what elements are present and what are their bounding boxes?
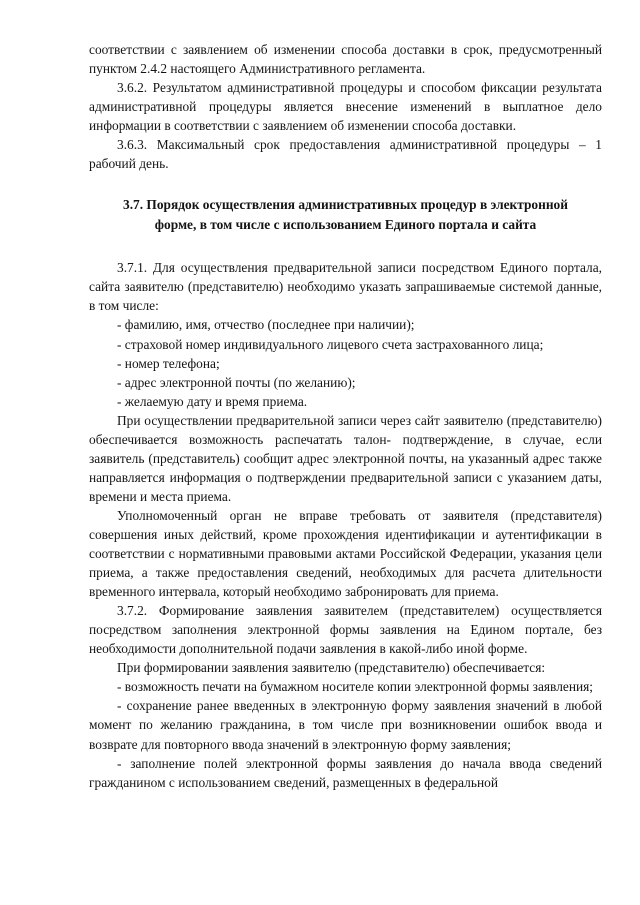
list-item: - номер телефона; xyxy=(117,355,220,371)
paragraph-3-7-2: 3.7.2. Формирование заявления заявителем (представителем) осуществляется посредством заполнения электронной формы заявления на Едином портале, без необходимости дополнительной подачи заявления в какой-либо иной форме. xyxy=(89,603,602,657)
paragraph-save-values: - сохранение ранее введенных в электронную форму заявления значений в любой момент по желанию гражданина, в том числе при возникновении ошибок ввода и возврате для повторного ввода значений в электронную форму заявления; xyxy=(89,698,602,752)
paragraph-forming: При формировании заявления заявителю (представителю) обеспечивается: xyxy=(117,660,546,676)
paragraph-fill-fields: - заполнение полей электронной формы заявления до начала ввода сведений гражданином с использованием сведений, размещенных в федеральной xyxy=(89,755,602,790)
section-heading-line-1: 3.7. Порядок осуществления административных процедур в электронной xyxy=(123,197,568,213)
document-body xyxy=(89,40,602,792)
paragraph-3-7-1: 3.7.1. Для осуществления предварительной записи посредством Единого портала, сайта заявителю (представителю) необходимо указать запрашиваемые системой данные, в том числе: xyxy=(89,260,602,314)
paragraph-intro: соответствии с заявлением об изменении способа доставки в срок, предусмотренный пунктом 2.4.2 настоящего Административного регламента. xyxy=(89,42,602,77)
paragraph-print-copy: - возможность печати на бумажном носителе копии электронной формы заявления; xyxy=(117,679,594,695)
paragraph-authorized-body: Уполномоченный орган не вправе требовать от заявителя (представителя) совершения иных действий, кроме прохождения идентификации и аутентификации в соответствии с нормативными правовыми актами Российской Федерации, указания цели приема, а также предоставления сведений, необходимых для расчета длительности временного интервала, который необходимо забронировать для приема. xyxy=(89,507,602,600)
paragraph-3-6-3: 3.6.3. Максимальный срок предоставления административной процедуры – 1 рабочий день. xyxy=(89,137,602,172)
paragraph-site-booking: При осуществлении предварительной записи через сайт заявителю (представителю) обеспечивается возможность распечатать талон- подтверждение, в случае, если заявитель (представитель) сообщит адрес электронной почты, на указанный адрес также направляется информация о подтверждении предварительной записи с указанием даты, времени и места приема. xyxy=(89,412,602,504)
list-item: - адрес электронной почты (по желанию); xyxy=(117,374,356,390)
section-heading-line-2: форме, в том числе с использованием Единого портала и сайта xyxy=(154,216,537,232)
section-heading-3-7 xyxy=(89,195,602,234)
list-item: - фамилию, имя, отчество (последнее при наличии); xyxy=(117,317,415,333)
list-item: - страховой номер индивидуального лицевого счета застрахованного лица; xyxy=(117,336,544,352)
list-item: - желаемую дату и время приема. xyxy=(117,393,308,409)
paragraph-3-6-2: 3.6.2. Результатом административной процедуры и способом фиксации результата административной процедуры является внесение изменений в выплатное дело информации в соответствии с заявлением об изменении способа доставки. xyxy=(89,80,602,134)
